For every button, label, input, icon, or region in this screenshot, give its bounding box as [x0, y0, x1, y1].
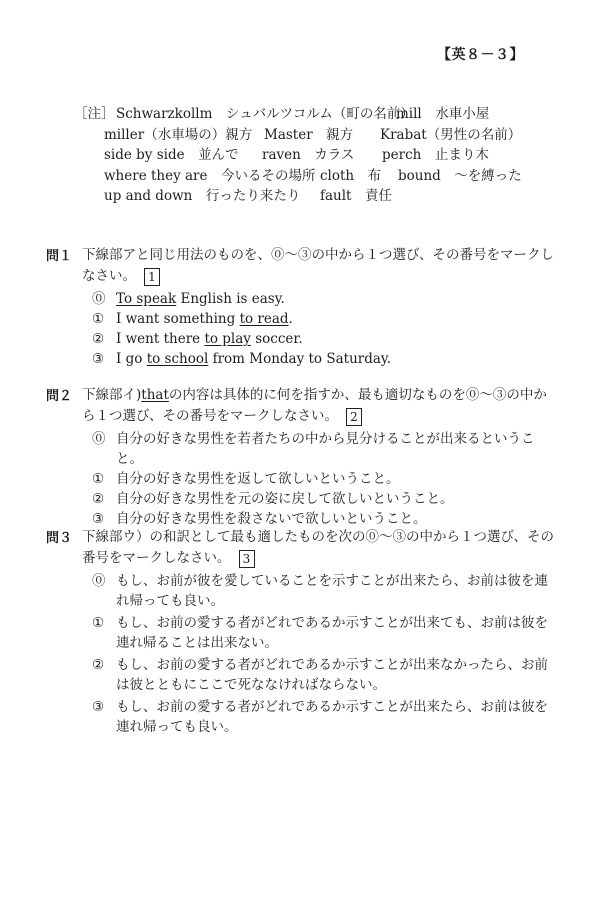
option-number: ③ — [92, 351, 105, 367]
option-text: I go — [116, 351, 147, 367]
option-item — [92, 697, 556, 737]
notes-glossary — [74, 104, 534, 207]
question-number: 問３ — [46, 531, 73, 546]
option-text: 自分の好きな男性を返して欲しいということ。 — [116, 471, 400, 487]
option-item — [92, 613, 556, 653]
answer-box: 2 — [346, 408, 362, 426]
question-2 — [46, 385, 556, 529]
note-entry: raven カラス — [262, 147, 355, 163]
option-number: ① — [92, 311, 105, 327]
note-entry: where they are 今いるその場所 — [104, 167, 316, 184]
option-item — [92, 309, 556, 329]
option-item — [92, 655, 556, 695]
note-entry: Master 親方 — [264, 126, 354, 143]
option-number: ② — [92, 331, 105, 347]
question-stem — [82, 245, 556, 287]
option-number: ⓪ — [92, 431, 106, 447]
page-id: 【英８－３】 — [437, 47, 524, 63]
note-entry: side by side 並んで — [104, 147, 239, 163]
option-text: 自分の好きな男性を殺さないで欲しいということ。 — [116, 511, 427, 527]
option-text: from Monday to Saturday. — [208, 351, 392, 367]
notes-row — [74, 104, 534, 125]
question-number: 問２ — [46, 389, 73, 404]
question-stem — [82, 527, 556, 569]
option-item — [92, 349, 556, 369]
question-1 — [46, 245, 556, 369]
option-list — [92, 429, 556, 529]
option-text: もし、お前が彼を愛していることを示すことが出来たら、お前は彼を連れ帰っても良い。 — [116, 573, 548, 609]
option-text: English is easy. — [176, 291, 285, 307]
option-number: ③ — [92, 511, 105, 527]
option-item — [92, 469, 556, 489]
question-stem — [82, 385, 556, 427]
option-text: 自分の好きな男性を若者たちの中から見分けることが出来るということ。 — [116, 431, 535, 467]
option-item — [92, 489, 556, 509]
answer-box: 1 — [144, 268, 160, 286]
option-number: ① — [92, 615, 105, 631]
note-entry: Schwarzkollm シュバルツコルム（町の名前） — [116, 106, 414, 122]
note-entry: cloth 布 — [320, 167, 382, 184]
underlined-phrase: to play — [204, 331, 251, 347]
note-entry: fault 責任 — [320, 188, 392, 204]
answer-box: 3 — [239, 550, 255, 568]
question-stem-text: の内容は具体的に何を指すか、最も適切なものを⓪～③の中から１つ選び、その番号をマークしなさい。 — [82, 387, 547, 424]
note-entry: bound ～を縛った — [398, 167, 522, 184]
option-number: ③ — [92, 699, 105, 715]
option-text: 自分の好きな男性を元の姿に戻して欲しいということ。 — [116, 491, 454, 507]
question-stem-text: 下線部ウ）の和訳として最も適したものを次の⓪～③の中から１つ選び、その番号をマークしなさい。 — [82, 529, 554, 566]
option-number: ② — [92, 491, 105, 507]
option-text: soccer. — [250, 331, 303, 347]
note-entry: perch 止まり木 — [382, 147, 489, 163]
underlined-phrase: to school — [146, 351, 209, 367]
note-entry: up and down 行ったり来たり — [104, 188, 301, 204]
note-entry: Krabat（男性の名前） — [380, 126, 522, 143]
option-text: もし、お前の愛する者がどれであるか示すことが出来なかったら、お前は彼とともにここで死ななければならない。 — [116, 657, 548, 693]
option-number: ⓪ — [92, 573, 106, 589]
notes-row — [74, 145, 534, 166]
underlined-phrase: To speak — [116, 291, 177, 307]
option-number: ① — [92, 471, 105, 487]
notes-row — [74, 166, 534, 187]
option-number: ⓪ — [92, 291, 106, 307]
option-item — [92, 429, 556, 469]
note-entry: miller（水車場の）親方 — [104, 126, 253, 143]
underlined-phrase: to read — [239, 311, 289, 327]
notes-row — [74, 186, 534, 207]
option-item — [92, 329, 556, 349]
option-item — [92, 509, 556, 529]
option-list — [92, 289, 556, 369]
option-item — [92, 571, 556, 611]
option-text: . — [288, 311, 293, 327]
option-text: I went there — [116, 331, 205, 347]
option-number: ② — [92, 657, 105, 673]
option-list — [92, 571, 556, 737]
note-entry: mill 水車小屋 — [396, 106, 490, 122]
question-number: 問１ — [46, 249, 73, 264]
option-text: もし、お前の愛する者がどれであるか示すことが出来ても、お前は彼を連れ帰ることは出来ない。 — [116, 615, 548, 651]
option-text: もし、お前の愛する者がどれであるか示すことが出来たら、お前は彼を連れ帰っても良い。 — [116, 699, 548, 735]
option-text: I want something — [116, 311, 240, 327]
question-3 — [46, 527, 556, 739]
underlined-phrase: that — [141, 387, 169, 403]
option-item — [92, 289, 556, 309]
question-stem-text: 下線部アと同じ用法のものを、⓪～③の中から１つ選び、その番号をマークしなさい。 — [82, 247, 554, 284]
notes-row — [74, 125, 534, 146]
question-stem-text: 下線部イ) — [82, 387, 142, 403]
notes-label: ［注］ — [74, 106, 115, 122]
